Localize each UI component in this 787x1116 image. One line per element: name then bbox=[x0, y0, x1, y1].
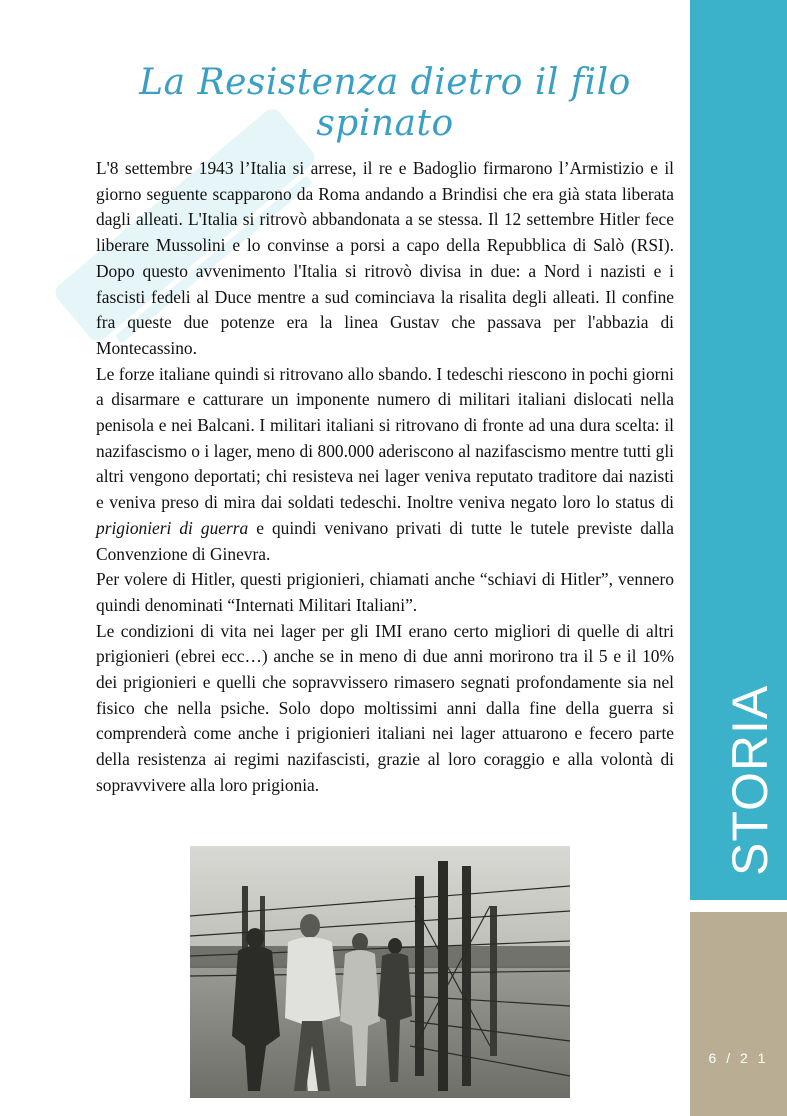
page-number: 6 / 2 1 bbox=[708, 1050, 769, 1066]
footer-sidebar bbox=[690, 912, 787, 1116]
page-title: La Resistenza dietro il filo spinato bbox=[139, 62, 631, 144]
prisoners-photo bbox=[190, 846, 570, 1098]
paragraph-2-emphasis: prigionieri di guerra bbox=[96, 517, 249, 538]
section-label: STORIA bbox=[722, 684, 778, 876]
paragraph-2-part-1: Le forze italiane quindi si ritrovano allo sbando. I tedeschi riescono in pochi giorni a disarmare e catturare un imponente numero di militari italiani dislocati nella penisola e nei Balcani. I militari italiani si ritrovano di fronte ad una dura scelta: il nazifascismo o i lager, meno di 800.000 aderiscono al nazifascismo mentre tutti gli altri vengono deportati; chi resisteva nei lager veniva reputato traditore dai nazisti e veniva preso di mira dai soldati tedeschi. Inoltre veniva negato loro lo status di bbox=[96, 363, 674, 513]
paragraph-2 bbox=[96, 362, 674, 568]
paragraph-3: Per volere di Hitler, questi prigionieri, chiamati anche “schiavi di Hitler”, vennero quindi denominati “Internati Militari Italiani”. bbox=[96, 569, 674, 615]
article-body bbox=[96, 156, 674, 799]
paragraph-1: L'8 settembre 1943 l’Italia si arrese, il re e Badoglio firmarono l’Armistizio e il giorno seguente scapparono da Roma andando a Brindisi che era già stata liberata dagli alleati. L'Italia si ritrovò abbandonata a se stessa. Il 12 settembre Hitler fece liberare Mussolini e lo convinse a porsi a capo della Repubblica di Salò (RSI). Dopo questo avvenimento l'Italia si ritrovò divisa in due: a Nord i nazisti e i fascisti fedeli al Duce mentre a sud cominciava la risalita degli alleati. Il confine fra queste due potenze era la linea Gustav che passava per l'abbazia di Montecassino. bbox=[96, 158, 674, 358]
paragraph-4: Le condizioni di vita nei lager per gli IMI erano certo migliori di quelle di altri prigionieri (ebrei ecc…) anche se in meno di due anni morirono tra il 5 e il 10% dei prigionieri e quelli che sopravvissero rimasero segnati profondamente sia nel fisico che nella psiche. Solo dopo moltissimi anni dalla fine della guerra si comprenderà come anche i prigionieri italiani nei lager attuarono e fecero parte della resistenza ai regimi nazifascisti, grazie al loro coraggio e alla volontà di sopravvivere alla loro prigionia. bbox=[96, 620, 674, 795]
paragraph-2-part-2: e quindi venivano privati di tutte le tutele previste dalla Convenzione di Ginevra. bbox=[96, 517, 674, 564]
